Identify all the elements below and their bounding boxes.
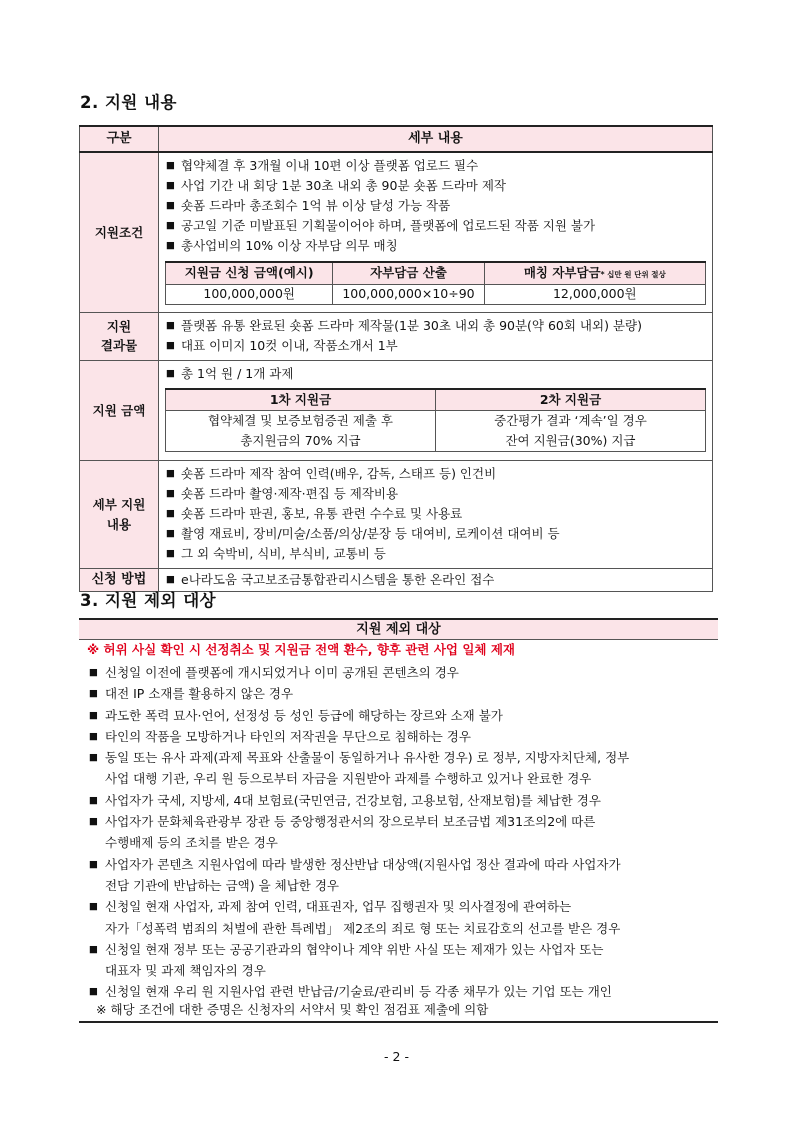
list-item: ■ 촬영 재료비, 장비/미술/소품/의상/분장 등 대여비, 로케이션 대여비 등: [165, 524, 706, 544]
list-item: ■ 숏폼 드라마 제작 참여 인력(배우, 감독, 스태프 등) 인건비: [165, 464, 706, 484]
row-apply: [80, 569, 713, 592]
conditions-list: [165, 156, 706, 256]
details-label: [80, 461, 159, 569]
calc-value-request: 100,000,000원: [166, 284, 333, 304]
list-item: ■ 숏폼 드라마 총조회수 1억 뷰 이상 달성 가능 작품: [165, 196, 706, 216]
item-line: ■ 신청일 이전에 플랫폼에 개시되었거나 이미 공개된 콘텐츠의 경우: [105, 665, 459, 680]
list-item: [87, 939, 727, 982]
list-item: ■ 대표 이미지 10컷 이내, 작품소개서 1부: [165, 336, 706, 356]
exclusion-note: ※ 해당 조건에 대한 증명은 신청자의 서약서 및 확인 점검표 제출에 의함: [96, 1002, 489, 1017]
exclusion-list: [87, 662, 727, 1003]
calc-header-self: 자부담금 산출: [333, 262, 484, 284]
results-label-line1: 지원: [106, 318, 132, 334]
details-label-line2: 내용: [106, 516, 132, 532]
apply-body: [159, 569, 713, 592]
list-item: ■ 플랫폼 유통 완료된 숏폼 드라마 제작물(1분 30초 내외 총 90분(약 60회 내외) 분량): [165, 316, 706, 336]
list-item: [87, 790, 727, 811]
first-installment-cond: [166, 411, 436, 452]
second-installment-cond: [436, 411, 706, 452]
calc-header-note: * 십만 원 단위 절상: [600, 270, 666, 280]
item-line: ■ 사업자가 문화체육관광부 장관 등 중앙행정관서의 장으로부터 보조금법 제31조의2에 따른: [105, 814, 596, 830]
row-conditions: [80, 152, 713, 312]
exclusion-bottom-rule: [79, 1021, 718, 1023]
amount-list: [165, 364, 706, 384]
calc-value-matching: 12,000,000원: [484, 284, 705, 304]
exclusion-header: 지원 제외 대상: [79, 618, 718, 640]
results-body: [159, 312, 713, 360]
list-item: ■ 그 외 숙박비, 식비, 부식비, 교통비 등: [165, 544, 706, 564]
second-installment-line1: 중간평가 결과 ‘계속’일 경우: [494, 413, 647, 428]
list-item: ■ 숏폼 드라마 판권, 홍보, 유통 관련 수수료 및 사용료: [165, 504, 706, 524]
item-line: 대표자 및 과제 책임자의 경우: [105, 963, 266, 979]
apply-label: 신청 방법: [80, 569, 159, 592]
list-item: [87, 726, 727, 747]
second-installment-header: 2차 지원금: [436, 389, 706, 411]
item-line: ■ 과도한 폭력 묘사·언어, 선정성 등 성인 등급에 해당하는 장르와 소재 불가: [105, 707, 503, 723]
calc-header-matching-label: 매칭 자부담금: [523, 265, 601, 281]
results-label-line2: 결과물: [100, 338, 138, 353]
list-item: ■ 사업 기간 내 회당 1분 30초 내외 총 90분 숏폼 드라마 제작: [165, 176, 706, 196]
item-line: ■ 신청일 현재 우리 원 지원사업 관련 반납금/기술료/관리비 등 각종 채무가 있는 기업 또는 개인: [105, 984, 612, 1000]
item-line: ■ 사업자가 콘텐츠 지원사업에 따라 발생한 정산반납 대상액(지원사업 정산 결과에 따라 사업자가: [105, 856, 621, 872]
row-details: [80, 461, 713, 569]
item-line: ■ 타인의 작품을 모방하거나 타인의 저작권을 무단으로 침해하는 경우: [105, 728, 471, 744]
list-item: [87, 854, 727, 897]
list-item: ■ 공고일 기준 미발표된 기획물이어야 하며, 플랫폼에 업로드된 작품 지원 불가: [165, 216, 706, 236]
amount-label: 지원 금액: [80, 360, 159, 461]
details-list: [165, 464, 706, 564]
list-item: [87, 662, 727, 683]
list-item: ■ 협약체결 후 3개월 이내 10편 이상 플랫폼 업로드 필수: [165, 156, 706, 176]
exclusion-warning: ※ 허위 사실 확인 시 선정취소 및 지원금 전액 환수, 향후 관련 사업 일체 제재: [87, 642, 516, 657]
list-item: [87, 683, 727, 704]
second-installment-line2: 잔여 지원금(30%) 지급: [505, 433, 636, 448]
details-label-line1: 세부 지원: [92, 497, 146, 513]
list-item: [87, 811, 727, 854]
calc-header-request: 지원금 신청 금액(예시): [166, 262, 333, 284]
list-item: ■ 숏폼 드라마 촬영·제작·편집 등 제작비용: [165, 484, 706, 504]
row-amount: [80, 360, 713, 461]
list-item: ■ 총 1억 원 / 1개 과제: [165, 364, 706, 384]
list-item: [87, 747, 727, 790]
list-item: ■ e나라도움 국고보조금통합관리시스템을 통한 온라인 접수: [165, 570, 706, 590]
details-body: [159, 461, 713, 569]
apply-list: [165, 570, 706, 590]
results-label: [80, 312, 159, 360]
calc-header-matching: [484, 262, 705, 284]
item-line: ■ 신청일 현재 사업자, 과제 참여 인력, 대표권자, 업무 집행권자 및 의사결정에 관여하는: [105, 899, 572, 915]
page-number: - 2 -: [384, 1049, 409, 1064]
first-installment-header: 1차 지원금: [166, 389, 436, 411]
list-item: [87, 896, 727, 939]
table-header-row: [80, 126, 713, 152]
item-line: 자가「성폭력 범죄의 처벌에 관한 특례법」 제2조의 죄로 형 또는 치료감호의 선고를 받은 경우: [105, 920, 621, 936]
item-line: ■ 사업자가 국세, 지방세, 4대 보험료(국민연금, 건강보험, 고용보험, 산재보험)를 체납한 경우: [105, 792, 601, 808]
support-content-table: [79, 125, 713, 592]
item-line: ■ 동일 또는 유사 과제(과제 목표와 산출물이 동일하거나 유사한 경우) 로 정부, 지방자치단체, 정부: [105, 750, 630, 766]
item-line: 수행배제 등의 조치를 받은 경우: [105, 835, 278, 851]
amount-body: [159, 360, 713, 461]
first-installment-line1: 협약체결 및 보증보험증권 제출 후: [208, 413, 393, 428]
section-2-title: 2. 지원 내용: [80, 93, 177, 112]
section-3-title: 3. 지원 제외 대상: [80, 591, 217, 610]
list-item: [87, 705, 727, 726]
first-installment-line2: 총지원금의 70% 지급: [240, 433, 361, 448]
item-line: ■ 신청일 현재 정부 또는 공공기관과의 협약이나 계약 위반 사실 또는 제재가 있는 사업자 또는: [105, 941, 604, 957]
row-results: [80, 312, 713, 360]
matching-calc-table: [165, 261, 706, 305]
installment-table: [165, 388, 706, 453]
item-line: 사업 대행 기관, 우리 원 등으로부터 자금을 지원받아 과제를 수행하고 있거나 완료한 경우: [105, 771, 592, 787]
conditions-label: 지원조건: [80, 152, 159, 312]
item-line: 전담 기관에 반납하는 금액) 을 체납한 경우: [105, 877, 339, 893]
header-details: 세부 내용: [159, 126, 713, 152]
list-item: ■ 총사업비의 10% 이상 자부담 의무 매칭: [165, 236, 706, 256]
calc-value-self: 100,000,000×10÷90: [333, 284, 484, 304]
conditions-body: [159, 152, 713, 312]
item-line: ■ 대전 IP 소재를 활용하지 않은 경우: [105, 686, 294, 702]
header-category: 구분: [80, 126, 159, 152]
results-list: [165, 316, 706, 356]
